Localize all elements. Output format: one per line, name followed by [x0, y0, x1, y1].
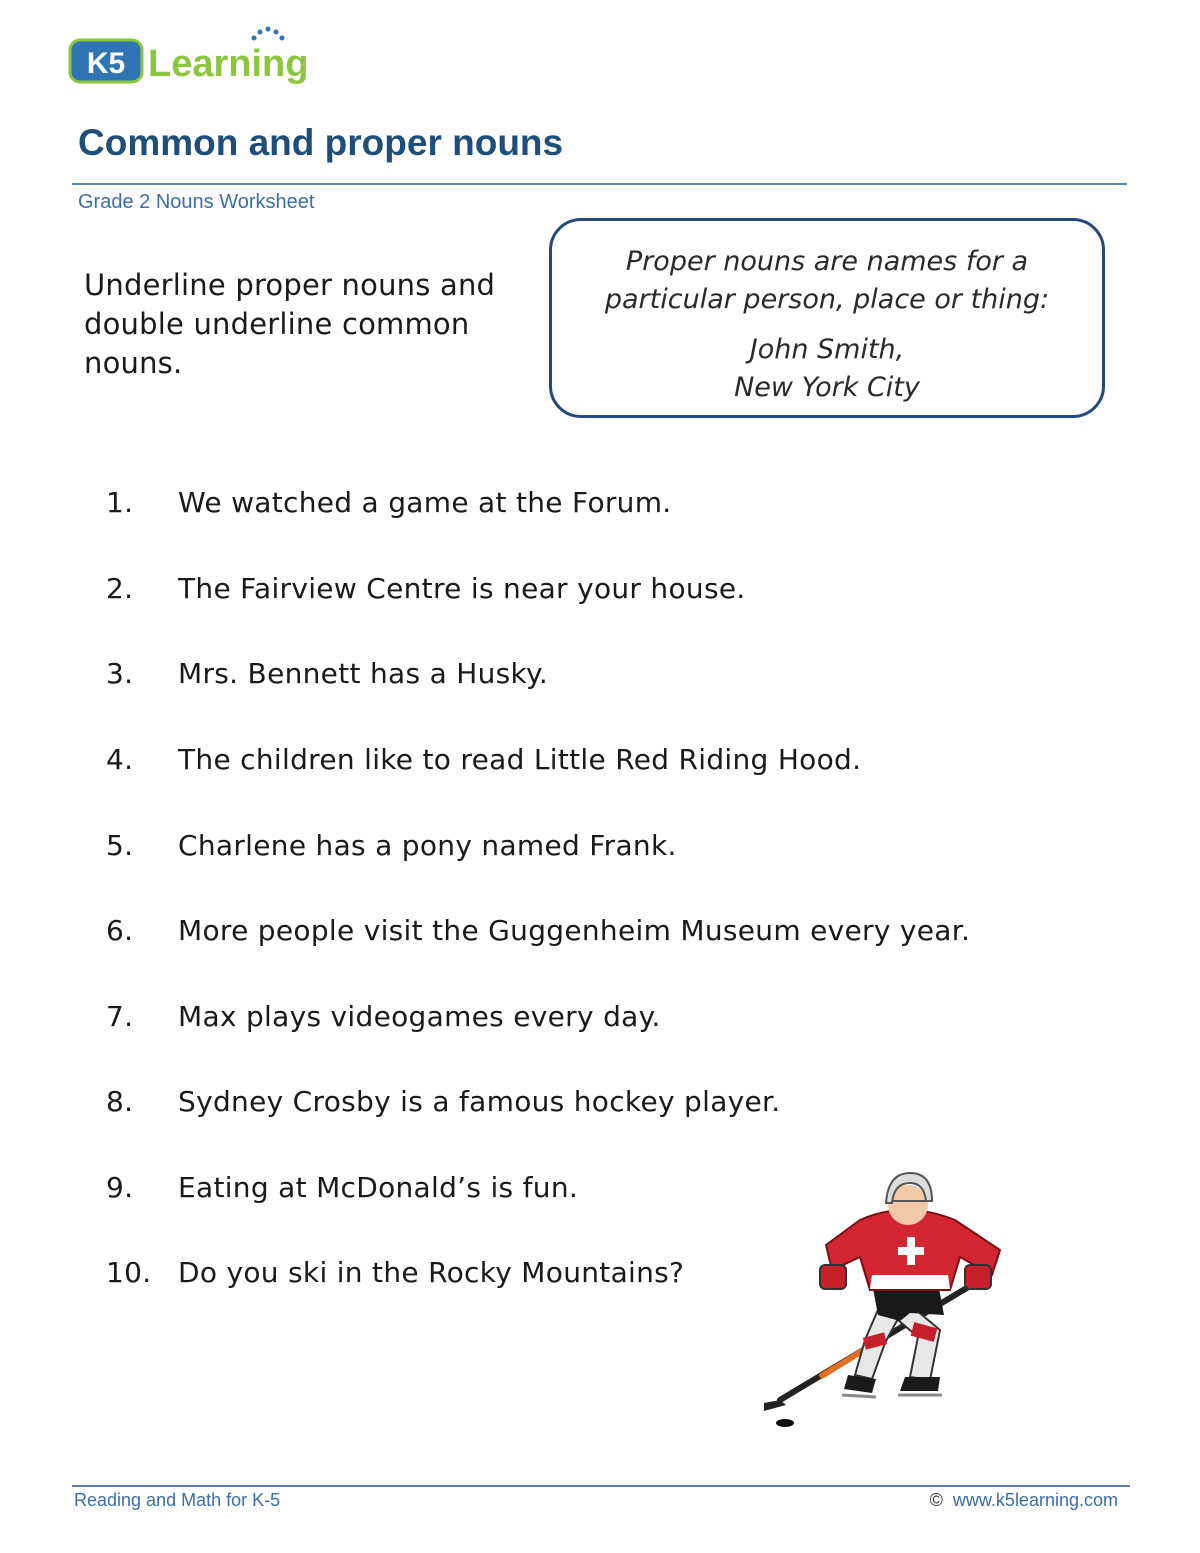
footer-tagline: Reading and Math for K-5: [74, 1490, 281, 1510]
question-number: 3.: [106, 657, 134, 690]
question-item: [106, 1082, 781, 1122]
question-item: [106, 911, 970, 951]
question-item: [106, 1253, 684, 1293]
footer-website-link[interactable]: www.k5learning.com: [952, 1490, 1118, 1510]
question-text: More people visit the Guggenheim Museum every year.: [178, 914, 971, 947]
svg-text:K5: K5: [86, 47, 126, 80]
definition-example-1: John Smith,: [749, 334, 905, 365]
worksheet-subtitle: Grade 2 Nouns Worksheet: [78, 191, 315, 213]
question-text: The Fairview Centre is near your house.: [178, 572, 746, 605]
question-text: We watched a game at the Forum.: [178, 486, 672, 519]
question-item: [106, 654, 548, 694]
question-text: Mrs. Bennett has a Husky.: [178, 657, 549, 690]
question-item: [106, 569, 746, 609]
question-number: 9.: [106, 1171, 134, 1204]
header-divider: [72, 183, 1127, 185]
definition-example-2: New York City: [734, 372, 920, 403]
question-item: [106, 740, 861, 780]
question-number: 2.: [106, 572, 134, 605]
question-text: Eating at McDonald’s is fun.: [178, 1171, 579, 1204]
footer-divider: [72, 1485, 1130, 1487]
question-number: 7.: [106, 1000, 134, 1033]
definition-examples: [552, 331, 1102, 407]
definition-line-1: Proper nouns are names for a: [625, 246, 1029, 277]
question-item: [106, 826, 677, 866]
question-text: The children like to read Little Red Riding Hood.: [178, 743, 862, 776]
question-text: Sydney Crosby is a famous hockey player.: [178, 1085, 781, 1118]
question-number: 4.: [106, 743, 134, 776]
question-item: [106, 483, 672, 523]
k5-learning-logo: [68, 26, 328, 88]
question-number: 1.: [106, 486, 134, 519]
svg-text:Learning: Learning: [148, 43, 309, 85]
definition-text: [552, 243, 1102, 319]
definition-line-2: particular person, place or thing:: [604, 284, 1050, 315]
footer-copyright: [930, 1490, 1118, 1511]
definition-box: [549, 218, 1105, 418]
question-text: Do you ski in the Rocky Mountains?: [178, 1256, 685, 1289]
hockey-player-illustration: [760, 1165, 1045, 1435]
instructions-text: Underline proper nouns and double underline common nouns.: [84, 268, 496, 380]
question-number: 6.: [106, 914, 134, 947]
copyright-icon: ©: [929, 1490, 943, 1510]
question-text: Max plays videogames every day.: [178, 1000, 661, 1033]
question-item: [106, 997, 661, 1037]
question-number: 8.: [106, 1085, 134, 1118]
question-text: Charlene has a pony named Frank.: [178, 829, 677, 862]
question-number: 5.: [106, 829, 134, 862]
page-title: Common and proper nouns: [78, 122, 564, 163]
question-item: [106, 1168, 578, 1208]
question-number: 10.: [106, 1256, 152, 1289]
